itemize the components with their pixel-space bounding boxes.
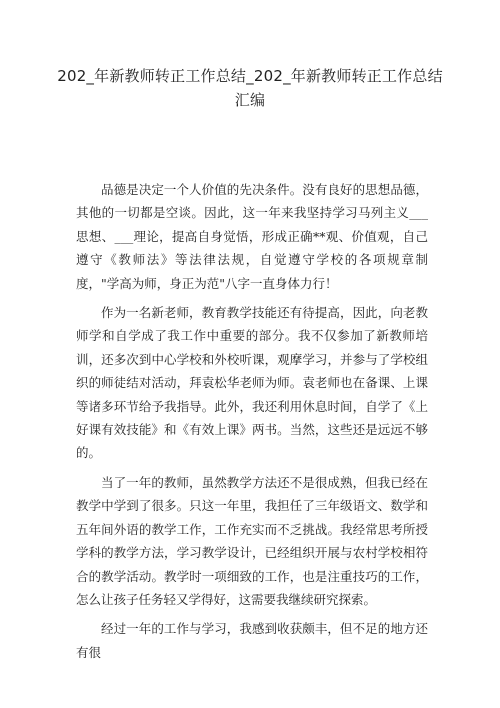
document-body — [76, 178, 428, 670]
document-title: 202_年新教师转正工作总结_202_年新教师转正工作总结汇编 — [57, 67, 443, 109]
paragraph-4: 经过一年的工作与学习，我感到收获颇丰，但不足的地方还有很 — [76, 621, 428, 660]
paragraph-2: 作为一名新老师，教育教学技能还有待提高，因此，向老教师学和自学成了我工作中重要的部分。我不仅参加了新教师培训，还多次到中心学校和外校听课，观摩学习，并参与了学校组织的师徒结对活动，拜袁松华老师为师。袁老师也在备课、上课等诸多环节给予我指导。此外，我还利用休息时间，自学了《上好课有效技能》和《有效上课》两书。当然，这些还是远远不够的。 — [76, 305, 428, 461]
paragraph-3: 当了一年的教师，虽然教学方法还不是很成熟，但我已经在教学中学到了很多。只这一年里，我担任了三年级语文、数学和五年间外语的教学工作，工作充实而不乏挑战。我经常思考所授学科的教学方法，学习教学设计，已经组织开展与农村学校相符合的教学活动。教学时一项细致的工作，也是注重技巧的工作，怎么让孩子任务轻又学得好，这需要我继续研究探索。 — [76, 474, 428, 607]
paragraph-1: 品德是决定一个人价值的先决条件。没有良好的思想品德，其他的一切都是空谈。因此，这一年来我坚持学习马列主义___思想、___理论，提高自身觉悟，形成正确**观、价值观，自己遵守《教师法》等法律法规，自觉遵守学校的各项规章制度，"学高为师，身正为范"八字一直身体力行！ — [76, 182, 428, 291]
